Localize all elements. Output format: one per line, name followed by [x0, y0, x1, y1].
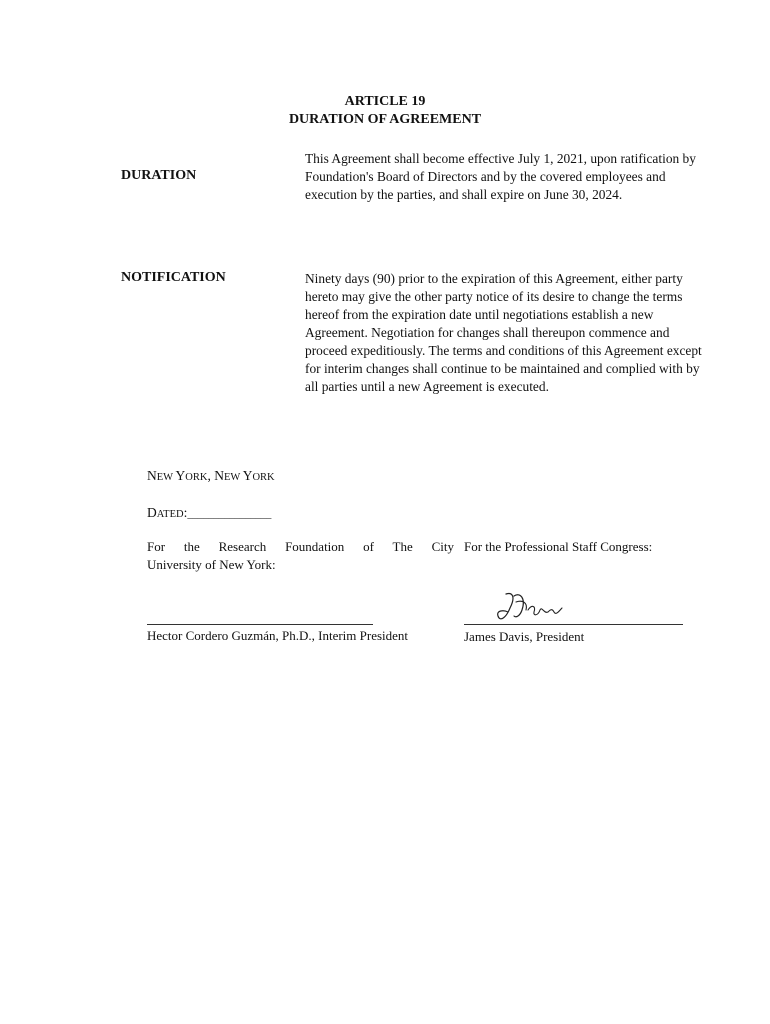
- section-text-notification: Ninety days (90) prior to the expiration of this Agreement, either party hereto may give the other party notice of its desire to change the terms hereof from the expiration date until negotiations establish a new Agreement. Negotiation for changes shall thereupon commence and proceed expeditiously. The terms and conditions of this Agreement except for interim changes shall continue to be maintained and complied with by all parties until a new Agreement is executed.: [305, 271, 702, 394]
- location-smallcaps: ORK: [252, 472, 275, 483]
- left-signature-line: [147, 624, 373, 625]
- signatory-right: James Davis, President: [464, 629, 585, 644]
- article-title: DURATION OF AGREEMENT: [288, 112, 482, 127]
- location-smallcaps: EW: [156, 472, 176, 483]
- section-text-duration: This Agreement shall become effective July 1, 2021, upon ratification by Foundation's Board of Directors and by the covered employees and execution by the parties, and shall expire on June 30, 2024.: [305, 151, 696, 202]
- dated-blank: ________________: [187, 509, 272, 520]
- location-letter: N: [147, 468, 157, 483]
- location-letter: Y: [242, 468, 253, 483]
- party-right: For the Professional Staff Congress:: [464, 539, 653, 554]
- dated-line: [147, 504, 271, 522]
- section-label-notification: NOTIFICATION: [121, 270, 226, 285]
- dated-colon: :: [183, 505, 188, 520]
- location-smallcaps: EW: [223, 472, 243, 483]
- location-letter: Y: [175, 468, 186, 483]
- dated-letter: D: [147, 505, 157, 520]
- handwritten-signature: [492, 588, 572, 628]
- article-number: ARTICLE 19: [344, 94, 426, 109]
- section-label-duration: DURATION: [121, 168, 197, 183]
- location-letter: N: [214, 468, 224, 483]
- location-line: [147, 467, 275, 485]
- location-separator: ,: [207, 468, 215, 483]
- party-left-line2: University of New York:: [147, 557, 276, 572]
- signatory-left: Hector Cordero Guzmán, Ph.D., Interim President: [147, 628, 409, 643]
- party-left-line1: For the Research Foundation of The City: [147, 539, 454, 554]
- location-smallcaps: ORK: [185, 472, 208, 483]
- dated-smallcaps: ATED: [156, 509, 184, 520]
